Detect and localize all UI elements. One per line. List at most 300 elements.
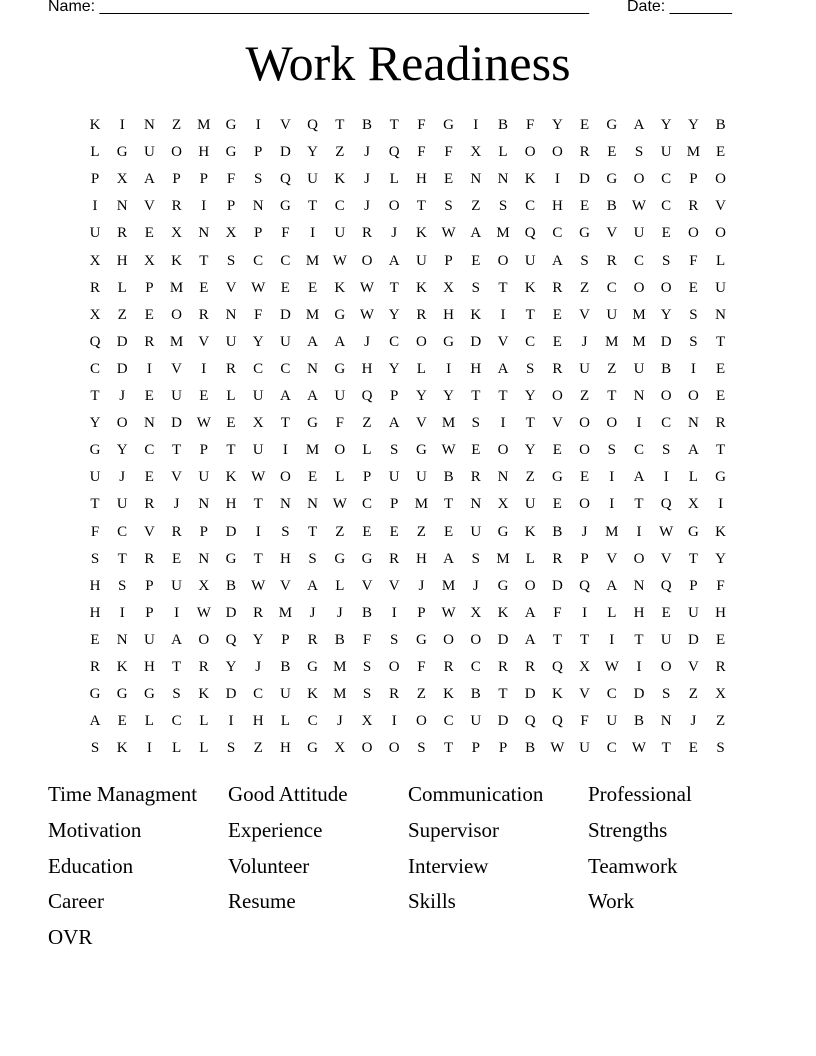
grid-letter: S bbox=[172, 686, 181, 703]
grid-letter: E bbox=[552, 306, 562, 323]
grid-letter: J bbox=[364, 171, 370, 188]
grid-letter: G bbox=[89, 686, 101, 703]
grid-letter: R bbox=[552, 360, 563, 377]
grid-letter: T bbox=[389, 279, 399, 296]
grid-letter: B bbox=[606, 198, 617, 215]
grid-letter: W bbox=[441, 604, 456, 621]
grid-letter: S bbox=[471, 550, 480, 567]
grid-letter: I bbox=[201, 360, 207, 377]
grid-letter: U bbox=[279, 333, 291, 350]
grid-letter: R bbox=[144, 550, 155, 567]
grid-letter: K bbox=[551, 686, 563, 703]
grid-letter: R bbox=[225, 360, 236, 377]
grid-letter: E bbox=[688, 279, 698, 296]
grid-letter: Q bbox=[660, 496, 672, 513]
grid-letter: C bbox=[280, 252, 291, 269]
grid-letter: L bbox=[362, 442, 372, 459]
grid-letter: C bbox=[552, 225, 563, 242]
grid-letter: M bbox=[278, 604, 293, 621]
grid-letter: V bbox=[225, 279, 237, 296]
grid-letter: O bbox=[361, 252, 373, 269]
grid-letter: S bbox=[118, 577, 127, 594]
grid-letter: C bbox=[606, 686, 617, 703]
grid-letter: Y bbox=[443, 388, 455, 404]
grid-letter: T bbox=[280, 415, 290, 432]
grid-letter: D bbox=[470, 333, 482, 350]
grid-letter: M bbox=[605, 333, 619, 350]
grid-letter: W bbox=[604, 659, 619, 675]
grid-letter: L bbox=[416, 360, 426, 377]
grid-letter: T bbox=[253, 550, 263, 567]
grid-letter: R bbox=[579, 144, 590, 161]
grid-letter: V bbox=[415, 415, 427, 432]
grid-letter: K bbox=[225, 469, 237, 486]
grid-letter: O bbox=[279, 469, 291, 486]
word-bank-item: OVR bbox=[48, 925, 93, 950]
grid-letter: J bbox=[364, 144, 370, 161]
grid-letter: I bbox=[174, 604, 180, 621]
grid-letter: J bbox=[581, 523, 588, 540]
grid-letter: O bbox=[715, 171, 727, 188]
grid-letter: U bbox=[524, 252, 536, 269]
grid-letter: R bbox=[443, 659, 454, 675]
word-bank-item: Good Attitude bbox=[228, 782, 348, 806]
grid-letter: O bbox=[470, 631, 482, 648]
grid-letter: Y bbox=[116, 442, 128, 459]
grid-letter: W bbox=[441, 442, 456, 459]
grid-letter: I bbox=[146, 360, 152, 377]
grid-letter: G bbox=[579, 225, 591, 242]
grid-letter: E bbox=[688, 740, 698, 757]
grid-letter: H bbox=[415, 550, 427, 567]
grid-letter: B bbox=[715, 117, 726, 133]
grid-letter: T bbox=[525, 306, 535, 323]
grid-letter: U bbox=[89, 469, 101, 486]
grid-letter: M bbox=[632, 306, 646, 323]
grid-letter: C bbox=[633, 252, 644, 269]
grid-letter: K bbox=[524, 171, 536, 188]
grid-letter: Z bbox=[688, 686, 698, 703]
grid-letter: H bbox=[443, 306, 455, 323]
grid-letter: R bbox=[253, 604, 264, 621]
grid-letter: I bbox=[310, 225, 316, 242]
grid-letter: C bbox=[633, 442, 644, 459]
grid-letter: B bbox=[361, 117, 372, 133]
grid-letter: R bbox=[89, 279, 100, 296]
grid-letter: N bbox=[497, 171, 509, 188]
grid-letter: L bbox=[335, 577, 345, 594]
grid-letter: Y bbox=[660, 306, 672, 323]
grid-letter: V bbox=[279, 117, 291, 133]
grid-letter: L bbox=[335, 469, 345, 486]
grid-letter: N bbox=[198, 550, 210, 567]
grid-letter: L bbox=[525, 550, 535, 567]
grid-letter: O bbox=[687, 225, 699, 242]
grid-letter: V bbox=[579, 686, 591, 703]
grid-letter: E bbox=[144, 306, 154, 323]
grid-letter: L bbox=[226, 388, 236, 404]
grid-letter: E bbox=[580, 469, 590, 486]
grid-letter: G bbox=[715, 469, 727, 486]
grid-letter: E bbox=[716, 631, 726, 648]
grid-letter: R bbox=[171, 198, 182, 215]
grid-letter: O bbox=[497, 442, 509, 459]
grid-letter: W bbox=[332, 252, 347, 269]
grid-letter: N bbox=[660, 713, 672, 730]
word-bank-item: Communication bbox=[408, 782, 544, 806]
grid-letter: G bbox=[334, 306, 346, 323]
grid-letter: S bbox=[471, 279, 480, 296]
grid-letter: H bbox=[633, 604, 645, 621]
grid-letter: L bbox=[199, 740, 209, 757]
grid-letter: D bbox=[551, 577, 563, 594]
grid-letter: F bbox=[580, 713, 589, 730]
grid-letter: Z bbox=[716, 713, 726, 730]
grid-letter: U bbox=[579, 360, 591, 377]
grid-letter: R bbox=[307, 631, 318, 648]
grid-letter: M bbox=[333, 686, 347, 703]
word-bank-item: Time Managment bbox=[48, 782, 198, 806]
grid-letter: N bbox=[470, 496, 482, 513]
grid-letter: O bbox=[198, 631, 210, 648]
grid-letter: K bbox=[524, 523, 536, 540]
grid-letter: G bbox=[307, 415, 319, 432]
grid-letter: V bbox=[279, 577, 291, 594]
grid-letter: W bbox=[359, 306, 375, 323]
grid-letter: P bbox=[226, 198, 236, 215]
grid-letter: X bbox=[252, 415, 264, 432]
word-bank-item: Professional bbox=[588, 782, 692, 806]
grid-letter: I bbox=[255, 117, 261, 133]
grid-letter: Y bbox=[687, 117, 699, 133]
grid-letter: M bbox=[305, 306, 320, 323]
grid-letter: R bbox=[497, 659, 508, 675]
grid-letter: L bbox=[498, 144, 508, 161]
grid-letter: W bbox=[251, 469, 266, 486]
grid-letter: U bbox=[633, 225, 645, 242]
grid-letter: F bbox=[362, 631, 372, 648]
grid-letter: J bbox=[581, 333, 588, 350]
grid-letter: I bbox=[690, 360, 696, 377]
grid-letter: U bbox=[660, 631, 672, 648]
grid-letter: J bbox=[472, 577, 479, 594]
grid-letter: K bbox=[198, 686, 210, 703]
grid-letter: X bbox=[470, 604, 482, 621]
grid-letter: M bbox=[441, 577, 456, 594]
grid-letter: H bbox=[415, 171, 427, 188]
grid-letter: C bbox=[443, 713, 454, 730]
grid-letter: P bbox=[689, 577, 698, 594]
grid-letter: J bbox=[173, 496, 180, 513]
grid-letter: Q bbox=[89, 333, 101, 350]
grid-letter: B bbox=[552, 523, 563, 540]
grid-letter: W bbox=[441, 225, 456, 242]
grid-letter: W bbox=[659, 523, 674, 540]
grid-letter: M bbox=[632, 333, 646, 350]
grid-letter: D bbox=[171, 415, 183, 432]
grid-letter: J bbox=[336, 713, 343, 730]
grid-letter: M bbox=[496, 225, 510, 242]
grid-letter: E bbox=[389, 523, 399, 540]
grid-letter: T bbox=[199, 252, 209, 269]
grid-letter: S bbox=[226, 740, 236, 757]
grid-letter: T bbox=[172, 442, 182, 459]
grid-letter: C bbox=[253, 252, 264, 269]
grid-letter: D bbox=[116, 360, 128, 377]
grid-letter: E bbox=[308, 279, 318, 296]
grid-letter: H bbox=[715, 604, 727, 621]
grid-letter: O bbox=[415, 333, 427, 350]
grid-letter: B bbox=[443, 469, 454, 486]
grid-letter: Z bbox=[580, 279, 590, 296]
grid-letter: E bbox=[226, 415, 236, 432]
grid-letter: S bbox=[444, 198, 453, 215]
grid-letter: A bbox=[307, 388, 319, 404]
grid-letter: K bbox=[443, 686, 455, 703]
grid-letter: W bbox=[196, 415, 211, 432]
grid-letter: S bbox=[281, 523, 290, 540]
grid-letter: O bbox=[633, 171, 645, 188]
grid-letter: T bbox=[471, 388, 481, 404]
grid-letter: A bbox=[524, 604, 536, 621]
grid-letter: U bbox=[143, 631, 155, 648]
grid-letter: E bbox=[444, 171, 454, 188]
grid-letter: R bbox=[552, 279, 563, 296]
grid-letter: N bbox=[279, 496, 291, 513]
grid-letter: P bbox=[254, 144, 263, 161]
grid-letter: X bbox=[579, 659, 591, 675]
grid-letter: R bbox=[606, 252, 617, 269]
grid-letter: F bbox=[254, 306, 263, 323]
grid-letter: J bbox=[119, 388, 126, 404]
grid-letter: L bbox=[117, 279, 127, 296]
grid-letter: O bbox=[116, 415, 128, 432]
grid-letter: T bbox=[308, 198, 318, 215]
grid-letter: W bbox=[196, 604, 211, 621]
grid-letter: Y bbox=[715, 550, 727, 567]
grid-letter: E bbox=[444, 523, 454, 540]
grid-letter: T bbox=[716, 442, 726, 459]
grid-letter: G bbox=[443, 333, 455, 350]
grid-letter: E bbox=[144, 469, 154, 486]
grid-letter: Q bbox=[361, 388, 373, 404]
grid-letter: D bbox=[687, 631, 699, 648]
grid-letter: Y bbox=[252, 631, 264, 648]
grid-letter: R bbox=[361, 225, 372, 242]
grid-letter: Q bbox=[307, 117, 319, 133]
grid-letter: C bbox=[334, 198, 345, 215]
grid-letter: K bbox=[334, 279, 346, 296]
grid-letter: D bbox=[524, 686, 536, 703]
grid-letter: S bbox=[417, 740, 426, 757]
name-field: Name: _______________________________________________________ bbox=[48, 0, 589, 15]
grid-letter: A bbox=[606, 577, 618, 594]
grid-letter: J bbox=[364, 198, 370, 215]
grid-letter: I bbox=[663, 469, 669, 486]
grid-letter: X bbox=[143, 252, 155, 269]
grid-letter: G bbox=[497, 523, 509, 540]
grid-letter: U bbox=[715, 279, 727, 296]
grid-letter: F bbox=[226, 171, 236, 188]
grid-letter: S bbox=[580, 252, 589, 269]
grid-letter: Y bbox=[524, 442, 536, 459]
grid-letter: T bbox=[498, 279, 508, 296]
grid-letter: N bbox=[198, 225, 210, 242]
grid-letter: S bbox=[498, 198, 508, 215]
grid-letter: I bbox=[636, 415, 642, 432]
grid-letter: Y bbox=[524, 388, 536, 404]
grid-letter: V bbox=[143, 198, 155, 215]
grid-letter: J bbox=[690, 713, 697, 730]
grid-letter: P bbox=[498, 740, 508, 757]
grid-letter: E bbox=[716, 360, 726, 377]
grid-letter: T bbox=[661, 740, 671, 757]
grid-letter: E bbox=[552, 442, 562, 459]
grid-letter: A bbox=[388, 415, 400, 432]
grid-letter: K bbox=[497, 604, 509, 621]
grid-letter: H bbox=[470, 360, 482, 377]
grid-letter: T bbox=[716, 333, 726, 350]
grid-letter: D bbox=[279, 144, 291, 161]
grid-letter: O bbox=[497, 252, 509, 269]
grid-letter: E bbox=[280, 279, 290, 296]
grid-letter: D bbox=[225, 686, 237, 703]
grid-letter: U bbox=[225, 333, 237, 350]
grid-letter: T bbox=[90, 496, 100, 513]
grid-letter: P bbox=[390, 388, 399, 404]
grid-letter: T bbox=[117, 550, 127, 567]
grid-letter: K bbox=[334, 171, 346, 188]
grid-letter: R bbox=[715, 415, 726, 432]
grid-letter: T bbox=[253, 496, 263, 513]
grid-letter: I bbox=[119, 117, 125, 133]
grid-letter: O bbox=[171, 144, 183, 161]
grid-letter: O bbox=[579, 415, 591, 432]
grid-letter: I bbox=[718, 496, 724, 513]
grid-letter: O bbox=[388, 740, 400, 757]
grid-letter: V bbox=[198, 333, 210, 350]
grid-letter: K bbox=[171, 252, 183, 269]
grid-letter: E bbox=[90, 631, 100, 648]
grid-letter: K bbox=[89, 117, 101, 133]
grid-letter: G bbox=[334, 360, 346, 377]
grid-letter: P bbox=[362, 469, 372, 486]
grid-letter: R bbox=[688, 198, 699, 215]
grid-letter: A bbox=[388, 252, 400, 269]
grid-letter: G bbox=[225, 550, 237, 567]
grid-letter: M bbox=[169, 333, 184, 350]
grid-letter: U bbox=[307, 171, 319, 188]
grid-letter: X bbox=[334, 740, 346, 757]
grid-letter: H bbox=[361, 360, 373, 377]
grid-letter: P bbox=[471, 740, 480, 757]
grid-letter: U bbox=[415, 252, 427, 269]
grid-letter: E bbox=[552, 496, 562, 513]
grid-letter: O bbox=[388, 659, 400, 675]
grid-letter: S bbox=[308, 550, 317, 567]
grid-letter: Q bbox=[388, 144, 400, 161]
grid-letter: G bbox=[279, 198, 291, 215]
grid-letter: M bbox=[197, 117, 211, 133]
word-bank-item: Motivation bbox=[48, 817, 142, 842]
grid-letter: V bbox=[551, 415, 563, 432]
grid-letter: R bbox=[389, 686, 400, 703]
grid-letter: C bbox=[661, 198, 672, 215]
grid-letter: J bbox=[309, 604, 316, 621]
grid-letter: V bbox=[171, 360, 183, 377]
grid-letter: G bbox=[443, 117, 455, 133]
grid-letter: D bbox=[497, 631, 509, 648]
grid-letter: G bbox=[687, 523, 699, 540]
grid-letter: C bbox=[253, 360, 264, 377]
grid-letter: O bbox=[660, 659, 672, 675]
grid-letter: S bbox=[526, 360, 535, 377]
grid-letter: S bbox=[662, 252, 671, 269]
grid-letter: L bbox=[172, 740, 182, 757]
grid-letter: G bbox=[551, 469, 563, 486]
grid-letter: L bbox=[199, 713, 209, 730]
grid-letter: U bbox=[470, 713, 482, 730]
grid-letter: A bbox=[497, 360, 509, 377]
grid-letter: W bbox=[631, 198, 647, 215]
grid-letter: V bbox=[715, 198, 727, 215]
grid-letter: P bbox=[254, 225, 263, 242]
grid-letter: E bbox=[716, 388, 726, 404]
grid-letter: U bbox=[415, 469, 427, 486]
grid-letter: R bbox=[198, 659, 209, 675]
puzzle-title: Work Readiness bbox=[245, 35, 571, 91]
grid-letter: E bbox=[661, 604, 671, 621]
grid-letter: T bbox=[416, 198, 426, 215]
grid-letter: T bbox=[498, 388, 508, 404]
date-field: Date: _______ bbox=[627, 0, 732, 15]
grid-letter: R bbox=[171, 523, 182, 540]
grid-letter: K bbox=[116, 659, 128, 675]
grid-letter: A bbox=[633, 117, 645, 133]
grid-letter: C bbox=[606, 279, 617, 296]
grid-letter: O bbox=[579, 442, 591, 459]
grid-letter: J bbox=[418, 577, 425, 594]
grid-letter: I bbox=[500, 306, 506, 323]
word-bank-item: Strengths bbox=[588, 817, 668, 842]
grid-letter: U bbox=[252, 442, 264, 459]
grid-letter: Z bbox=[580, 388, 590, 404]
grid-letter: X bbox=[89, 306, 101, 323]
grid-letter: V bbox=[361, 577, 373, 594]
grid-letter: L bbox=[716, 252, 726, 269]
grid-letter: N bbox=[633, 577, 645, 594]
grid-letter: M bbox=[169, 279, 184, 296]
grid-letter: L bbox=[688, 469, 698, 486]
grid-letter: Q bbox=[660, 577, 672, 594]
grid-letter: K bbox=[116, 740, 128, 757]
grid-letter: Z bbox=[525, 469, 535, 486]
grid-letter: F bbox=[553, 604, 562, 621]
grid-letter: N bbox=[143, 117, 155, 133]
grid-letter: C bbox=[307, 713, 318, 730]
grid-letter: J bbox=[336, 604, 343, 621]
grid-letter: A bbox=[551, 252, 563, 269]
grid-letter: D bbox=[225, 523, 237, 540]
grid-letter: P bbox=[145, 604, 154, 621]
grid-letter: O bbox=[171, 306, 183, 323]
grid-letter: P bbox=[145, 279, 154, 296]
grid-letter: X bbox=[715, 686, 727, 703]
grid-letter: X bbox=[89, 252, 101, 269]
grid-letter: B bbox=[661, 360, 672, 377]
word-bank-item: Work bbox=[588, 889, 635, 914]
grid-letter: B bbox=[225, 577, 236, 594]
